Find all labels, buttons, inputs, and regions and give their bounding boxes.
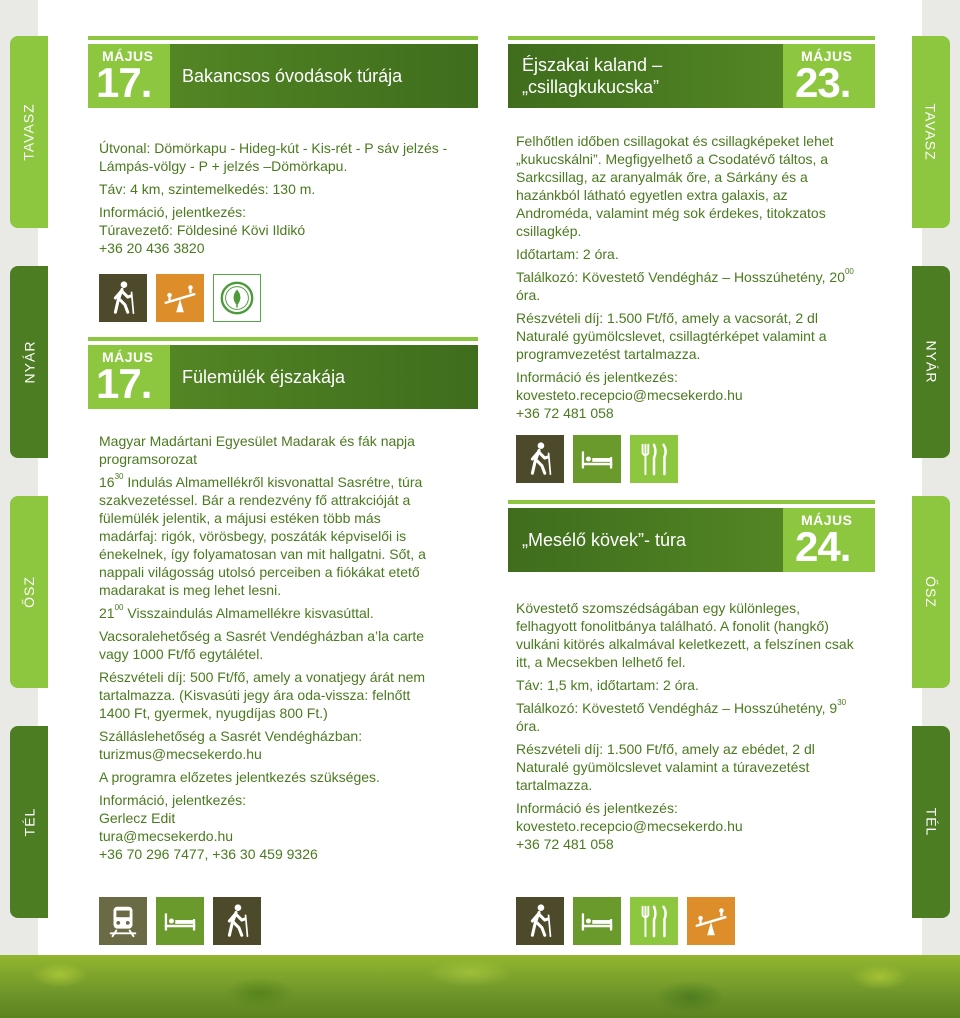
departure-line: $16^{30}$ Indulás Almamellékről kisvonattal Sasrétre, túra szakvezetéssel. Bár a rendezvény fő attrakcióját a fülemülék jelentik, a májusi estéken több más madárfaj: rigók, vörösbegy, poszáták képviselői is énekelnek, így folyamatosan van mit hallgatni. Sőt, a nappali világosság utolsó perceiben a fiókákat etető madarakat is meg lehet lesni.	[99, 472, 426, 598]
meeting-line: Találkozó: Kövestető Vendégház – Hosszúhetény, $9^{30}$ óra.	[516, 698, 847, 734]
distance-text: Táv: 1,5 km, időtartam: 2 óra.	[516, 677, 699, 693]
info-label: Információ, jelentkezés:	[99, 204, 247, 220]
event-month: MÁJUS	[801, 48, 853, 64]
date-box	[783, 508, 875, 572]
hiking-icon	[516, 435, 564, 483]
description-text: Bár a rendezvény fő attrakcióját a fülemülék jelentik, a májusi estéken több más madárfaj: rigók, vörösbegy, poszáták képviselői is énekelnek, így folyamatosan van mit hallgatni. Sőt, a nappali világosság utolsó perceiben a fiókákat etető madarakat is meg lehet lesni.	[99, 492, 426, 598]
event-header-fulemulek	[88, 345, 478, 409]
season-tab-spring-right: TAVASZ	[912, 36, 950, 228]
event-day: 24.	[795, 523, 851, 570]
contact-phone: +36 72 481 058	[516, 405, 614, 421]
season-tab-summer-right: NYÁR	[912, 266, 950, 458]
prereg-text: A programra előzetes jelentkezés szükséges.	[99, 769, 380, 785]
meeting-line: Találkozó: Kövestető Vendégház – Hosszúhetény, $20^{00}$ óra.	[516, 267, 854, 303]
lodging-line: Szálláslehetőség a Sasrét Vendégházban:	[99, 728, 363, 744]
season-tab-spring-left: TAVASZ	[10, 36, 48, 228]
info-label: Információ, jelentkezés:	[99, 792, 247, 808]
season-tab-autumn-right: ŐSZ	[912, 496, 950, 688]
season-tab-autumn-left: ŐSZ	[10, 496, 48, 688]
season-tab-winter-left: TÉL	[10, 726, 48, 918]
icon-row-bakancsos	[99, 274, 261, 322]
hiking-icon	[213, 897, 261, 945]
distance-text: Táv: 4 km, szintemelkedés: 130 m.	[99, 181, 316, 197]
bed-icon	[573, 435, 621, 483]
hiking-icon	[99, 274, 147, 322]
event-month: MÁJUS	[102, 349, 154, 365]
header-accent-line	[88, 36, 478, 40]
event-day: 17.	[96, 360, 152, 407]
event-body-bakancsos	[99, 139, 459, 257]
event-day: 23.	[795, 59, 851, 106]
description-text: Kövestető szomszédságában egy különleges, felhagyott fonolitbánya található. A fonolit (hangkő) vulkáni kitörés alkalmával keletkezett, a felszínen csak itt, a Mecsekben lelhető fel.	[516, 600, 854, 670]
cutlery-icon	[630, 435, 678, 483]
guide-text: Túravezető: Földesiné Kövi Ildikó	[99, 222, 306, 238]
route-text: Útvonal: Dömörkapu - Hideg-kút - Kis-rét - P sáv jelzés - Lámpás-völgy - P + jelzés –Dömörkapu.	[99, 140, 448, 174]
header-accent-line	[508, 500, 875, 504]
program-series-text: Magyar Madártani Egyesület Madarak és fák napja programsorozat	[99, 433, 415, 467]
cutlery-icon	[630, 897, 678, 945]
event-title: „Mesélő kövek”- túra	[522, 530, 687, 550]
contact-email: kovesteto.recepcio@mecsekerdo.hu	[516, 387, 743, 403]
event-header-csillagkukucska	[508, 44, 875, 108]
fee-line: Részvételi díj: 500 Ft/fő, amely a vonatjegy árát nem tartalmazza. (Kisvasúti jegy ára oda-vissza: felnőtt 1400 Ft, gyermek, nyugdíjas 800 Ft.)	[99, 669, 426, 721]
date-box	[783, 44, 875, 108]
event-body-fulemulek	[99, 432, 439, 863]
contact-phone: +36 70 296 7477, +36 30 459 9326	[99, 846, 318, 862]
description-text: Felhőtlen időben csillagokat és csillagképeket lehet „kukucskálni”. Megfigyelhető a Csodatévő táltos, a Sarkcsillag, az aranyalmák őre, a Sárkány és a hazánkból látható egyetlen extra galaxis, az Androméda, valamint még sok érdekes, titokzatos csillagkép.	[516, 133, 834, 239]
info-label: Információ és jelentkezés:	[516, 800, 678, 816]
date-box	[88, 345, 170, 409]
contact-email: tura@mecsekerdo.hu	[99, 828, 234, 844]
header-accent-line	[508, 36, 875, 40]
icon-row-csillagkukucska	[516, 435, 678, 483]
seesaw-icon	[156, 274, 204, 322]
foliage-band	[0, 955, 960, 1018]
header-accent-line	[88, 337, 478, 341]
icon-row-fulemulek	[99, 897, 261, 945]
date-box	[88, 44, 170, 108]
contact-phone: +36 72 481 058	[516, 836, 614, 852]
event-title: Bakancsos óvodások túrája	[182, 66, 403, 86]
icon-row-meselo-kovek	[516, 897, 735, 945]
event-body-meselo-kovek	[516, 599, 861, 853]
fee-line: Részvételi díj: 1.500 Ft/fő, amely az ebédet, 2 dl Naturalé gyümölcslevet valamint a túravezetést tartalmazza.	[516, 741, 815, 793]
seesaw-icon	[687, 897, 735, 945]
info-label: Információ és jelentkezés:	[516, 369, 678, 385]
contact-name: Gerlecz Edit	[99, 810, 176, 826]
fee-line: Részvételi díj: 1.500 Ft/fő, amely a vacsorát, 2 dl Naturalé gyümölcslevet, csillagtérképet valamint a programvezetést tartalmazza.	[516, 310, 827, 362]
contact-email: kovesteto.recepcio@mecsekerdo.hu	[516, 818, 743, 834]
event-title: Éjszakai kaland – „csillagkukucska”	[522, 55, 663, 97]
event-body-csillagkukucska	[516, 132, 861, 422]
phone-text: +36 20 436 3820	[99, 240, 205, 256]
hiking-icon	[516, 897, 564, 945]
season-tab-summer-left: NYÁR	[10, 266, 48, 458]
lodging-email: turizmus@mecsekerdo.hu	[99, 746, 262, 762]
bed-icon	[156, 897, 204, 945]
return-line: $21^{00}$ Visszaindulás Almamellékre kisvasúttal.	[99, 603, 374, 621]
event-header-bakancsos	[88, 44, 478, 108]
duration-line: Időtartam: 2 óra.	[516, 246, 619, 262]
event-header-meselo-kovek	[508, 508, 875, 572]
bed-icon	[573, 897, 621, 945]
train-icon	[99, 897, 147, 945]
event-month: MÁJUS	[102, 48, 154, 64]
season-tab-winter-right: TÉL	[912, 726, 950, 918]
badge-icon	[213, 274, 261, 322]
dinner-text: Vacsoralehetőség a Sasrét Vendégházban a’la carte vagy 1000 Ft/fő egytálétel.	[99, 628, 425, 662]
event-day: 17.	[96, 59, 152, 106]
event-month: MÁJUS	[801, 512, 853, 528]
event-title: Fülemülék éjszakája	[182, 367, 346, 387]
